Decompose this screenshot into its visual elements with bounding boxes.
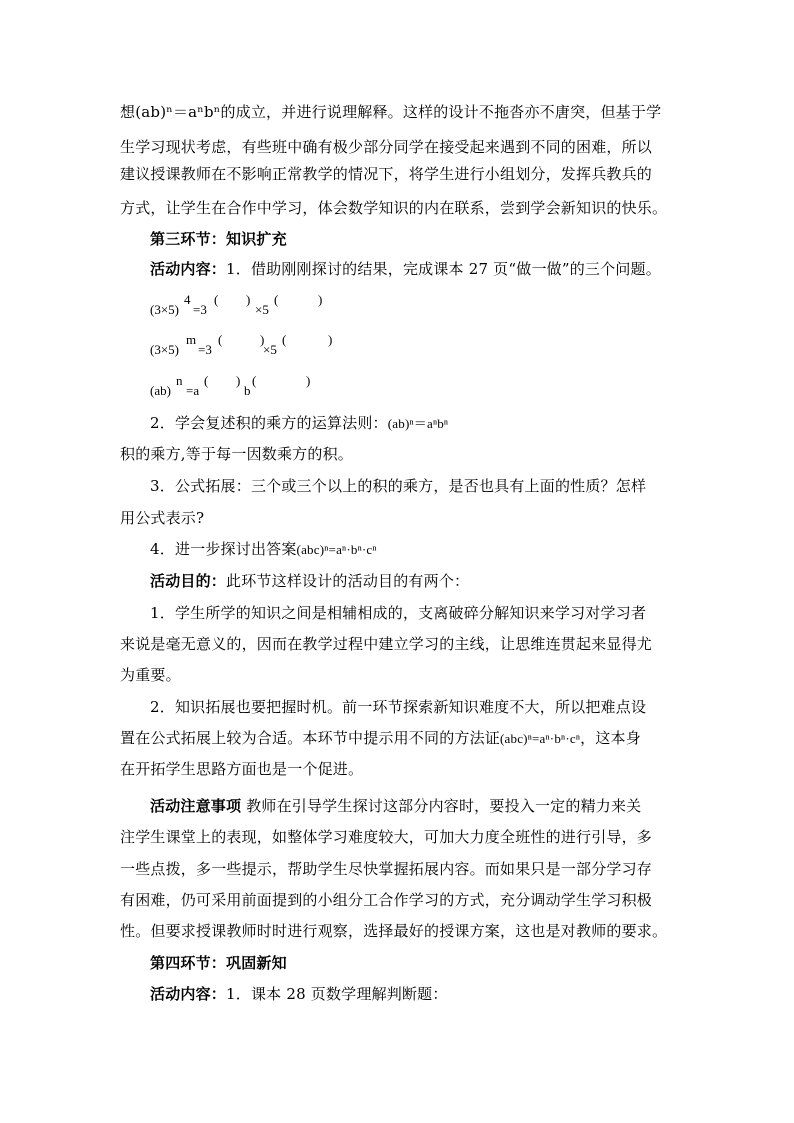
text: 4．进一步探讨出答案 xyxy=(150,540,297,558)
purpose-line xyxy=(150,570,730,592)
note-line xyxy=(150,795,730,817)
formula: (ab)ⁿ＝aⁿbⁿ xyxy=(387,416,449,431)
label: 活动内容： xyxy=(150,260,227,278)
paragraph-line: 注学生课堂上的表现，如整体学习难度较大，可加大力度全班性的进行引导，多 xyxy=(120,828,653,846)
formula-base: (ab) xyxy=(150,383,171,398)
paragraph-line: 为重要。 xyxy=(120,666,181,684)
formula: (abc)ⁿ=aⁿ·bⁿ·cⁿ xyxy=(296,542,377,557)
paragraph-line: 建议授课教师在不影响正常教学的情况下，将学生进行小组划分，发挥兵教兵的 xyxy=(120,165,653,183)
paragraph-line: 在开拓学生思路方面也是一个促进。 xyxy=(120,760,364,778)
blank-close: ) xyxy=(318,292,323,307)
formula-exponent: m xyxy=(186,332,197,347)
formula-mid: ×5 xyxy=(263,342,277,357)
text: 2．学会复述积的乘方的运算法则： xyxy=(150,414,388,432)
paragraph-line: 2．知识拓展也要把握时机。前一环节探索新知识难度不大，所以把难点设 xyxy=(150,698,647,716)
item-line: 用公式表示? xyxy=(120,509,205,527)
section-title: 第三环节：知识扩充 xyxy=(150,230,287,248)
paragraph-line: 一些点拨，多一些提示，帮助学生尽快掌握拓展内容。而如果只是一部分学习存 xyxy=(120,860,653,878)
activity-line xyxy=(150,983,730,1005)
label: 活动内容： xyxy=(150,985,227,1003)
paragraph-line: 性。但要求授课教师时时进行观察，选择最好的授课方案，这也是对教师的要求。 xyxy=(120,922,668,940)
paragraph-line: 来说是毫无意义的，因而在教学过程中建立学习的主线，让思维连贯起来显得尤 xyxy=(120,635,653,653)
label: 活动目的： xyxy=(150,572,227,590)
blank-open: ( xyxy=(252,373,257,388)
blank-close: ) xyxy=(306,373,311,388)
blank-close: ) xyxy=(246,292,251,307)
formula-exponent: n xyxy=(176,373,183,388)
section-heading xyxy=(150,952,730,974)
formula-base: (3×5) xyxy=(150,342,179,357)
formula: (abc)ⁿ=aⁿ·bⁿ·cⁿ xyxy=(500,731,581,746)
rule-line: 积的乘方,等于每一因数乘方的积。 xyxy=(120,445,353,463)
blank-close: ) xyxy=(236,373,241,388)
blank-open: ( xyxy=(204,373,209,388)
formula-rhs: =a xyxy=(186,383,200,398)
paragraph-line: 方式，让学生在合作中学习，体会数学知识的内在联系，尝到学会新知识的快乐。 xyxy=(120,199,668,217)
text: 1．借助刚刚探讨的结果，完成课本 27 页“做一做”的三个问题。 xyxy=(226,260,661,278)
label: 活动注意事项 xyxy=(150,797,242,815)
blank-open: ( xyxy=(218,332,223,347)
paragraph-line: 有困难，仍可采用前面提到的小组分工合作学习的方式，充分调动学生学习积极 xyxy=(120,891,653,909)
section-title: 第四环节：巩固新知 xyxy=(150,954,287,972)
formula-mid: ×5 xyxy=(255,302,269,317)
blank-open: ( xyxy=(274,292,279,307)
paragraph-line xyxy=(120,101,700,123)
item-line xyxy=(150,538,730,561)
blank-open: ( xyxy=(214,292,219,307)
text: ，这本身 xyxy=(580,729,641,747)
formula-base: (3×5) xyxy=(150,302,179,317)
activity-line xyxy=(150,258,730,280)
formula-rhs: =3 xyxy=(193,302,207,317)
item-line xyxy=(150,412,730,435)
text: 想(ab)ⁿ＝aⁿbⁿ的成立，并进行说理解释。这样的设计不拖沓亦不唐突，但基于学 xyxy=(120,103,662,121)
text: 此环节这样设计的活动目的有两个： xyxy=(226,572,470,590)
text: 1．课本 28 页数学理解判断题： xyxy=(226,985,448,1003)
blank-open: ( xyxy=(282,332,287,347)
blank-close: ) xyxy=(260,332,265,347)
paragraph-line: 生学习现状考虑，有些班中确有极少部分同学在接受起来遇到不同的困难，所以 xyxy=(120,138,653,156)
formula-mid: b xyxy=(244,383,251,398)
paragraph-line: 1．学生所学的知识之间是相辅相成的，支离破碎分解知识来学习对学习者 xyxy=(150,604,647,622)
paragraph-line xyxy=(120,727,700,750)
text: 教师在引导学生探讨这部分内容时，要投入一定的精力来关 xyxy=(241,797,642,815)
formula-exponent: 4 xyxy=(184,292,191,307)
item-line: 3．公式拓展：三个或三个以上的积的乘方，是否也具有上面的性质？怎样 xyxy=(150,477,647,495)
formula-rhs: =3 xyxy=(198,342,212,357)
text: 置在公式拓展上较为合适。本环节中提示用不同的方法证 xyxy=(120,729,501,747)
section-heading xyxy=(150,228,730,250)
blank-close: ) xyxy=(328,332,333,347)
